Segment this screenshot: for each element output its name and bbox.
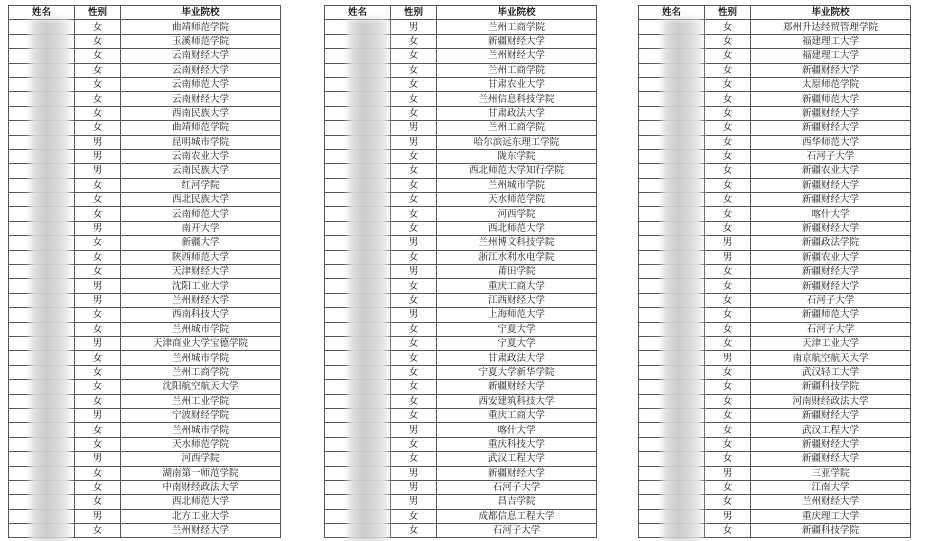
school-cell: 西华师范大学: [751, 135, 911, 149]
school-cell: 成都信息工程大学: [437, 509, 597, 523]
gender-cell: 女: [75, 121, 121, 135]
gender-cell: 女: [705, 452, 751, 466]
gender-cell: 女: [75, 437, 121, 451]
gender-cell: 男: [705, 351, 751, 365]
gender-cell: 女: [75, 207, 121, 221]
gender-cell: 男: [391, 480, 437, 494]
school-cell: 西南科技大学: [121, 308, 281, 322]
school-cell: 湖南第一师范学院: [121, 466, 281, 480]
gender-cell: 女: [75, 77, 121, 91]
gender-cell: 女: [75, 178, 121, 192]
school-cell: 兰州工商学院: [437, 63, 597, 77]
school-cell: 新疆大学: [121, 236, 281, 250]
school-cell: 沈阳工业大学: [121, 279, 281, 293]
gender-cell: 女: [705, 308, 751, 322]
school-cell: 兰州城市学院: [121, 423, 281, 437]
school-cell: 陕西师范大学: [121, 250, 281, 264]
school-cell: 天津工业大学: [751, 336, 911, 350]
school-cell: 石河子大学: [437, 524, 597, 538]
gender-cell: 男: [391, 121, 437, 135]
school-cell: 中南财经政法大学: [121, 480, 281, 494]
gender-cell: 女: [391, 437, 437, 451]
gender-cell: 女: [391, 250, 437, 264]
school-cell: 兰州工商学院: [437, 20, 597, 34]
school-cell: 喀什大学: [751, 207, 911, 221]
school-cell: 重庆工商大学: [437, 279, 597, 293]
school-cell: 天水师范学院: [121, 437, 281, 451]
gender-cell: 男: [705, 250, 751, 264]
school-cell: 新疆财经大学: [751, 279, 911, 293]
gender-cell: 女: [705, 121, 751, 135]
gender-cell: 女: [705, 149, 751, 163]
gender-cell: 男: [75, 149, 121, 163]
school-cell: 河西学院: [437, 207, 597, 221]
school-cell: 太原师范学院: [751, 77, 911, 91]
gender-cell: 女: [391, 193, 437, 207]
school-cell: 重庆理工大学: [751, 509, 911, 523]
gender-cell: 女: [705, 322, 751, 336]
school-cell: 西安建筑科技大学: [437, 394, 597, 408]
gender-cell: 女: [391, 322, 437, 336]
school-cell: 曲靖师范学院: [121, 121, 281, 135]
header-gender: 性别: [705, 6, 751, 20]
school-cell: 玉溪师范学院: [121, 34, 281, 48]
school-cell: 宁夏大学: [437, 322, 597, 336]
school-cell: 红河学院: [121, 178, 281, 192]
gender-cell: 男: [391, 423, 437, 437]
school-cell: 西北师范大学: [121, 495, 281, 509]
school-cell: 云南师范大学: [121, 207, 281, 221]
gender-cell: 男: [75, 164, 121, 178]
header-gender: 性别: [391, 6, 437, 20]
school-cell: 宁夏大学: [437, 336, 597, 350]
gender-cell: 男: [391, 466, 437, 480]
gender-cell: 女: [705, 365, 751, 379]
gender-cell: 女: [75, 265, 121, 279]
school-cell: 兰州工业学院: [121, 394, 281, 408]
school-cell: 新疆财经大学: [751, 178, 911, 192]
school-cell: 甘肃农业大学: [437, 77, 597, 91]
gender-cell: 女: [75, 63, 121, 77]
gender-cell: 女: [705, 437, 751, 451]
gender-cell: 女: [75, 20, 121, 34]
school-cell: 新疆农业大学: [751, 164, 911, 178]
table-header-row: [325, 6, 597, 20]
gender-cell: 男: [705, 236, 751, 250]
gender-cell: 女: [391, 336, 437, 350]
school-cell: 兰州工商学院: [437, 121, 597, 135]
gender-cell: 女: [75, 423, 121, 437]
school-cell: 西北师范大学知行学院: [437, 164, 597, 178]
gender-cell: 女: [75, 236, 121, 250]
gender-cell: 女: [75, 106, 121, 120]
school-cell: 石河子大学: [437, 480, 597, 494]
gender-cell: 女: [391, 365, 437, 379]
gender-cell: 女: [705, 408, 751, 422]
gender-cell: 女: [391, 106, 437, 120]
school-cell: 重庆科技大学: [437, 437, 597, 451]
gender-cell: 女: [391, 92, 437, 106]
gender-cell: 女: [391, 34, 437, 48]
school-cell: 甘肃政法大学: [437, 351, 597, 365]
school-cell: 云南财经大学: [121, 49, 281, 63]
school-cell: 福建理工大学: [751, 34, 911, 48]
school-cell: 兰州工商学院: [121, 365, 281, 379]
school-cell: 上海师范大学: [437, 308, 597, 322]
gender-cell: 男: [75, 135, 121, 149]
gender-cell: 女: [391, 77, 437, 91]
school-cell: 新疆财经大学: [751, 408, 911, 422]
gender-cell: 女: [75, 524, 121, 538]
gender-cell: 男: [391, 135, 437, 149]
school-cell: 福建理工大学: [751, 49, 911, 63]
school-cell: 宁波财经学院: [121, 408, 281, 422]
gender-cell: 女: [705, 495, 751, 509]
gender-cell: 男: [75, 509, 121, 523]
gender-cell: 女: [705, 394, 751, 408]
gender-cell: 男: [391, 265, 437, 279]
school-cell: 新疆科技学院: [751, 524, 911, 538]
gender-cell: 女: [705, 20, 751, 34]
school-cell: 重庆工商大学: [437, 408, 597, 422]
gender-cell: 女: [705, 34, 751, 48]
header-school: 毕业院校: [121, 6, 281, 20]
gender-cell: 男: [75, 452, 121, 466]
school-cell: 云南师范大学: [121, 77, 281, 91]
table-panel-1: [8, 5, 281, 538]
school-cell: 武汉工程大学: [437, 452, 597, 466]
school-cell: 宁夏大学新华学院: [437, 365, 597, 379]
school-cell: 武汉工程大学: [751, 423, 911, 437]
header-name: 姓名: [639, 6, 705, 20]
gender-cell: 女: [705, 135, 751, 149]
gender-cell: 男: [75, 336, 121, 350]
gender-cell: 女: [705, 193, 751, 207]
school-cell: 西南民族大学: [121, 106, 281, 120]
school-cell: 甘肃政法大学: [437, 106, 597, 120]
table-header-row: [9, 6, 281, 20]
gender-cell: 女: [391, 279, 437, 293]
gender-cell: 女: [391, 380, 437, 394]
school-cell: 新疆财经大学: [751, 121, 911, 135]
gender-cell: 女: [391, 178, 437, 192]
gender-cell: 女: [75, 394, 121, 408]
gender-cell: 女: [705, 106, 751, 120]
school-cell: 郑州升达经贸管理学院: [751, 20, 911, 34]
school-cell: 兰州财经大学: [437, 49, 597, 63]
school-cell: 云南民族大学: [121, 164, 281, 178]
header-name: 姓名: [325, 6, 391, 20]
school-cell: 西北民族大学: [121, 193, 281, 207]
school-cell: 兰州信息科技学院: [437, 92, 597, 106]
school-cell: 新疆财经大学: [437, 34, 597, 48]
school-cell: 新疆财经大学: [751, 221, 911, 235]
gender-cell: 女: [705, 207, 751, 221]
school-cell: 北方工业大学: [121, 509, 281, 523]
gender-cell: 女: [75, 466, 121, 480]
gender-cell: 女: [391, 221, 437, 235]
school-cell: 江南大学: [751, 480, 911, 494]
table-header-row: [639, 6, 911, 20]
school-cell: 新疆财经大学: [751, 452, 911, 466]
gender-cell: 女: [705, 279, 751, 293]
school-cell: 兰州城市学院: [121, 322, 281, 336]
school-cell: 昌吉学院: [437, 495, 597, 509]
school-cell: 石河子大学: [751, 293, 911, 307]
school-cell: 新疆财经大学: [437, 380, 597, 394]
gender-cell: 男: [391, 20, 437, 34]
school-cell: 兰州财经大学: [121, 524, 281, 538]
school-cell: 新疆财经大学: [751, 106, 911, 120]
gender-cell: 男: [705, 466, 751, 480]
gender-cell: 女: [391, 63, 437, 77]
gender-cell: 女: [75, 92, 121, 106]
gender-cell: 女: [705, 380, 751, 394]
gender-cell: 男: [705, 509, 751, 523]
table-panel-2: [324, 5, 597, 538]
gender-cell: 女: [705, 265, 751, 279]
gender-cell: 女: [75, 495, 121, 509]
school-cell: 曲靖师范学院: [121, 20, 281, 34]
school-cell: 河南财经政法大学: [751, 394, 911, 408]
gender-cell: 女: [75, 49, 121, 63]
school-cell: 南京航空航天大学: [751, 351, 911, 365]
school-cell: 天津财经大学: [121, 265, 281, 279]
gender-cell: 男: [391, 308, 437, 322]
gender-cell: 女: [705, 164, 751, 178]
gender-cell: 女: [75, 250, 121, 264]
redacted-names: [662, 19, 702, 541]
gender-cell: 女: [391, 394, 437, 408]
school-cell: 石河子大学: [751, 322, 911, 336]
header-gender: 性别: [75, 6, 121, 20]
gender-cell: 女: [75, 193, 121, 207]
table-panel-3: [638, 5, 911, 538]
gender-cell: 女: [391, 351, 437, 365]
gender-cell: 女: [705, 524, 751, 538]
gender-cell: 女: [391, 408, 437, 422]
header-name: 姓名: [9, 6, 75, 20]
school-cell: 云南财经大学: [121, 63, 281, 77]
school-cell: 河西学院: [121, 452, 281, 466]
gender-cell: 女: [391, 164, 437, 178]
gender-cell: 女: [705, 293, 751, 307]
gender-cell: 女: [705, 423, 751, 437]
gender-cell: 男: [75, 293, 121, 307]
school-cell: 南开大学: [121, 221, 281, 235]
gender-cell: 男: [75, 221, 121, 235]
school-cell: 石河子大学: [751, 149, 911, 163]
gender-cell: 女: [75, 322, 121, 336]
header-school: 毕业院校: [751, 6, 911, 20]
school-cell: 新疆财经大学: [751, 193, 911, 207]
school-cell: 新疆财经大学: [437, 466, 597, 480]
gender-cell: 女: [705, 178, 751, 192]
gender-cell: 女: [705, 49, 751, 63]
school-cell: 浙江水利水电学院: [437, 250, 597, 264]
gender-cell: 女: [391, 452, 437, 466]
school-cell: 兰州城市学院: [437, 178, 597, 192]
gender-cell: 男: [75, 279, 121, 293]
gender-cell: 女: [705, 480, 751, 494]
gender-cell: 女: [75, 308, 121, 322]
gender-cell: 女: [391, 293, 437, 307]
gender-cell: 女: [705, 92, 751, 106]
gender-cell: 男: [391, 495, 437, 509]
school-cell: 兰州博文科技学院: [437, 236, 597, 250]
school-cell: 莆田学院: [437, 265, 597, 279]
school-cell: 沈阳航空航天大学: [121, 380, 281, 394]
gender-cell: 女: [75, 34, 121, 48]
school-cell: 新疆财经大学: [751, 437, 911, 451]
school-cell: 新疆师范大学: [751, 308, 911, 322]
header-school: 毕业院校: [437, 6, 597, 20]
school-cell: 喀什大学: [437, 423, 597, 437]
gender-cell: 女: [705, 336, 751, 350]
gender-cell: 女: [705, 221, 751, 235]
redacted-names: [30, 19, 70, 541]
school-cell: 陇东学院: [437, 149, 597, 163]
school-cell: 新疆财经大学: [751, 265, 911, 279]
gender-cell: 女: [75, 480, 121, 494]
school-cell: 天津商业大学宝德学院: [121, 336, 281, 350]
school-cell: 昆明城市学院: [121, 135, 281, 149]
school-cell: 武汉轻工大学: [751, 365, 911, 379]
gender-cell: 女: [75, 380, 121, 394]
school-cell: 新疆农业大学: [751, 250, 911, 264]
school-cell: 兰州财经大学: [121, 293, 281, 307]
gender-cell: 男: [75, 408, 121, 422]
school-cell: 新疆政法学院: [751, 236, 911, 250]
gender-cell: 男: [391, 236, 437, 250]
gender-cell: 女: [391, 524, 437, 538]
gender-cell: 女: [391, 207, 437, 221]
school-cell: 新疆财经大学: [751, 63, 911, 77]
gender-cell: 女: [391, 149, 437, 163]
school-cell: 云南财经大学: [121, 92, 281, 106]
gender-cell: 女: [391, 509, 437, 523]
gender-cell: 女: [705, 63, 751, 77]
school-cell: 兰州城市学院: [121, 351, 281, 365]
school-cell: 江西财经大学: [437, 293, 597, 307]
school-cell: 西北师范大学: [437, 221, 597, 235]
school-cell: 新疆师范大学: [751, 92, 911, 106]
school-cell: 天水师范学院: [437, 193, 597, 207]
gender-cell: 女: [75, 351, 121, 365]
school-cell: 兰州财经大学: [751, 495, 911, 509]
gender-cell: 女: [705, 77, 751, 91]
school-cell: 新疆科技学院: [751, 380, 911, 394]
school-cell: 云南农业大学: [121, 149, 281, 163]
gender-cell: 女: [391, 49, 437, 63]
redacted-names: [348, 19, 388, 541]
school-cell: 三亚学院: [751, 466, 911, 480]
school-cell: 哈尔滨远东理工学院: [437, 135, 597, 149]
gender-cell: 女: [75, 365, 121, 379]
